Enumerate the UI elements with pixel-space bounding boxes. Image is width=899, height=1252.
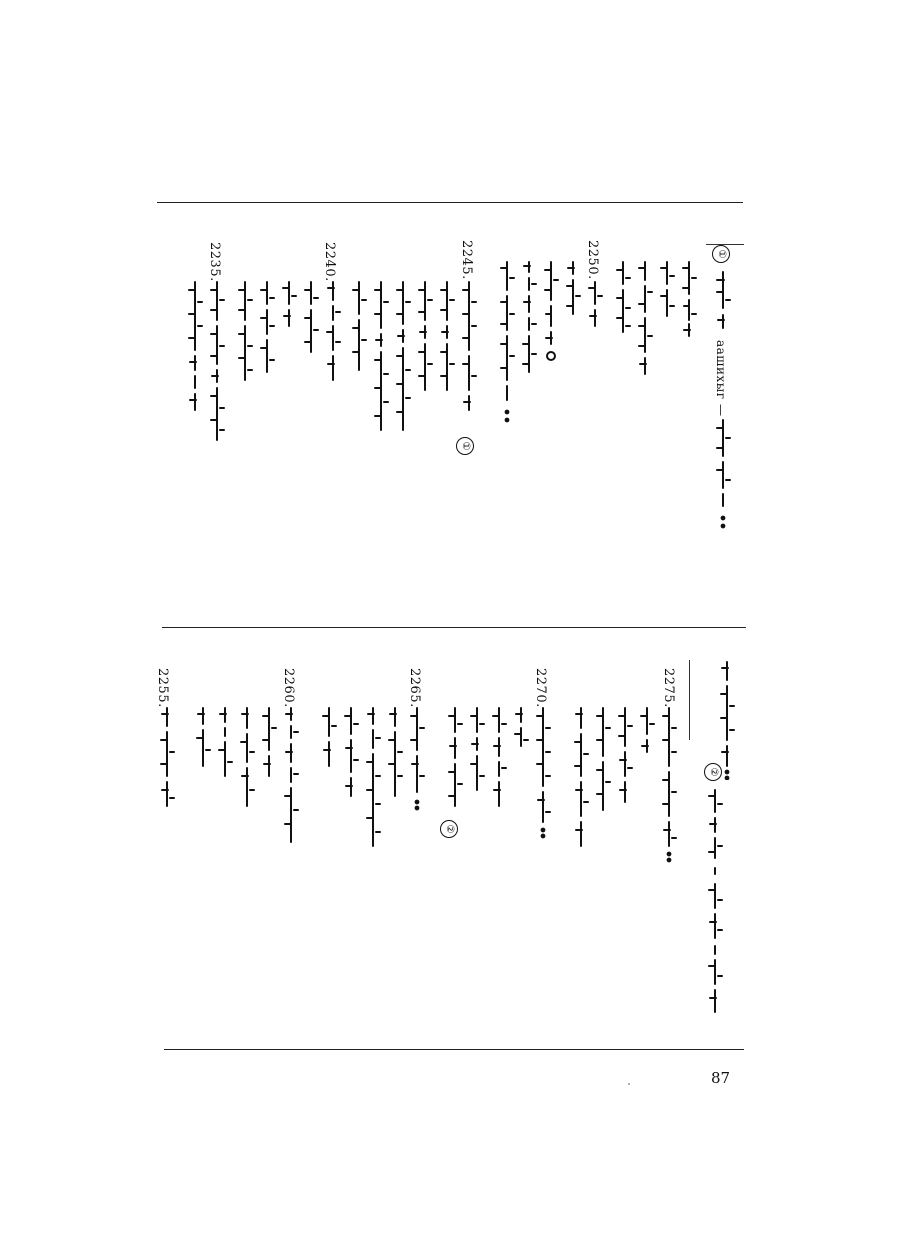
verse-line [234, 280, 256, 410]
line-number: 2270. [533, 668, 548, 708]
footnote-separator-upper [706, 244, 744, 245]
verse-line [656, 260, 678, 320]
verse-line [362, 706, 384, 856]
line-number: 2235. [207, 242, 222, 282]
verse-line [414, 280, 436, 440]
line-number: 2260. [281, 668, 296, 708]
footnote-reference-upper: ① [456, 437, 474, 455]
verse-line [532, 706, 554, 866]
verse-line [562, 260, 584, 320]
bottom-rule [164, 1049, 744, 1050]
verse-line [466, 706, 488, 796]
footnote-separator-lower [689, 660, 690, 740]
verse-line [612, 260, 634, 340]
speck [628, 1083, 630, 1085]
verse-line [280, 706, 302, 856]
verse-line [570, 706, 592, 856]
verse-line [192, 706, 214, 796]
verse-line [184, 280, 206, 430]
verse-line [592, 706, 614, 816]
page-number: 87 [711, 1069, 731, 1087]
verse-line [518, 260, 540, 380]
footnote-text-lower [704, 788, 726, 1018]
verse-line [384, 706, 406, 856]
verse-line [444, 706, 466, 816]
footnote-latin-upper: aaшихыг [714, 340, 728, 400]
verse-line [370, 280, 392, 440]
footnote-dash-upper: — [714, 404, 728, 417]
verse-line [318, 706, 340, 776]
line-number: 2250. [585, 240, 600, 280]
top-rule [157, 202, 743, 203]
verse-line [540, 260, 562, 380]
verse-line [348, 280, 370, 380]
verse-line [634, 260, 656, 380]
verse-line [496, 260, 518, 440]
verse-line [236, 706, 258, 816]
verse-line [156, 706, 178, 816]
middle-rule [162, 627, 746, 628]
verse-line [256, 280, 278, 380]
verse-line-continued [716, 660, 738, 780]
verse-line [278, 280, 300, 340]
line-number: 2265. [407, 668, 422, 708]
line-number: 2255. [155, 668, 170, 708]
verse-line [436, 280, 458, 430]
verse-line [678, 260, 700, 340]
verse-line [300, 280, 322, 360]
verse-line [206, 280, 228, 450]
footnote-marker-lower: ② [704, 763, 722, 781]
line-number: 2245. [459, 240, 474, 280]
verse-line [340, 706, 362, 806]
verse-line [322, 280, 344, 390]
verse-line [488, 706, 510, 816]
footnote-marker-upper: ① [712, 245, 730, 263]
verse-line [658, 706, 680, 866]
line-number: 2275. [661, 668, 676, 708]
verse-line [458, 280, 480, 460]
verse-line [214, 706, 236, 786]
verse-line [258, 706, 280, 786]
verse-line [510, 706, 532, 756]
verse-line [584, 280, 606, 330]
verse-line [406, 706, 428, 826]
verse-line [614, 706, 636, 816]
line-number: 2240. [322, 242, 337, 282]
verse-line [636, 706, 658, 766]
footnote-reference-lower: ② [440, 820, 458, 838]
footnote-text-upper [712, 270, 734, 530]
verse-line [392, 280, 414, 460]
